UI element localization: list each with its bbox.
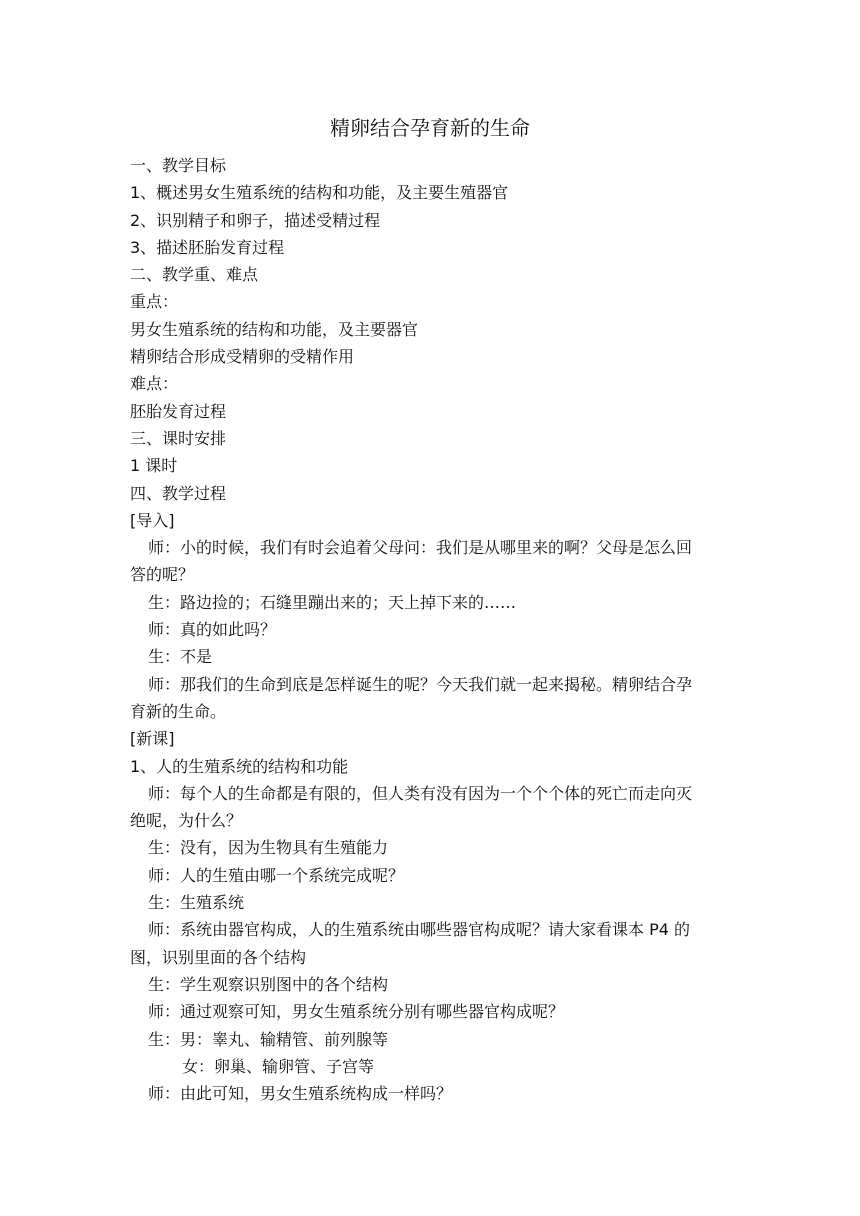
text-line: [导入] — [130, 510, 175, 530]
text-line: 精卵结合形成受精卵的受精作用 — [130, 347, 355, 367]
text-line: 二、教学重、难点 — [130, 265, 259, 285]
text-line: 生：男：睾丸、输精管、前列腺等 — [148, 1029, 389, 1049]
text-line: 生：学生观察识别图中的各个结构 — [148, 974, 389, 994]
text-line: 1 课时 — [130, 456, 178, 476]
text-line: 图，识别里面的各个结构 — [130, 947, 307, 967]
text-line: 难点： — [130, 374, 179, 394]
text-line: 三、课时安排 — [130, 428, 227, 448]
text-line: 师：系统由器官构成，人的生殖系统由哪些器官构成呢？请大家看课本 P4 的 — [148, 920, 691, 940]
text-line: 育新的生命。 — [130, 701, 227, 721]
text-line: 胚胎发育过程 — [130, 401, 227, 421]
text-line: 重点： — [130, 292, 179, 312]
text-line: 生：没有，因为生物具有生殖能力 — [148, 838, 389, 858]
text-line: 1、人的生殖系统的结构和功能 — [130, 756, 349, 776]
text-line: 师：由此可知，男女生殖系统构成一样吗？ — [148, 1084, 453, 1104]
text-line: 男女生殖系统的结构和功能，及主要器官 — [130, 319, 419, 339]
text-line: [新课] — [130, 729, 175, 749]
text-line: 1、概述男女生殖系统的结构和功能，及主要生殖器官 — [130, 183, 509, 203]
document-title: 精卵结合孕育新的生命 — [330, 116, 530, 140]
text-line: 一、教学目标 — [130, 156, 227, 175]
text-line: 3、描述胚胎发育过程 — [130, 237, 285, 257]
text-line: 生：路边捡的；石缝里蹦出来的；天上掉下来的…… — [148, 592, 517, 612]
text-line: 四、教学过程 — [130, 483, 227, 503]
text-line: 师：通过观察可知，男女生殖系统分别有哪些器官构成呢？ — [148, 1002, 565, 1022]
text-line: 生：生殖系统 — [148, 893, 245, 913]
text-line: 生：不是 — [148, 647, 213, 667]
text-line: 师：小的时候，我们有时会追着父母问：我们是从哪里来的啊？父母是怎么回 — [148, 538, 693, 558]
text-line: 师：真的如此吗？ — [148, 620, 277, 640]
text-line: 师：那我们的生命到底是怎样诞生的呢？今天我们就一起来揭秘。精卵结合孕 — [148, 674, 693, 694]
text-line: 师：人的生殖由哪一个系统完成呢？ — [148, 865, 405, 885]
text-line: 师：每个人的生命都是有限的，但人类有没有因为一个个个体的死亡而走向灭 — [148, 783, 693, 803]
text-line: 2、识别精子和卵子，描述受精过程 — [130, 210, 381, 230]
text-line: 女：卵巢、输卵管、子宫等 — [182, 1056, 375, 1076]
document-body — [130, 152, 735, 1107]
text-line: 答的呢？ — [130, 565, 195, 585]
text-line: 绝呢，为什么？ — [130, 811, 243, 831]
